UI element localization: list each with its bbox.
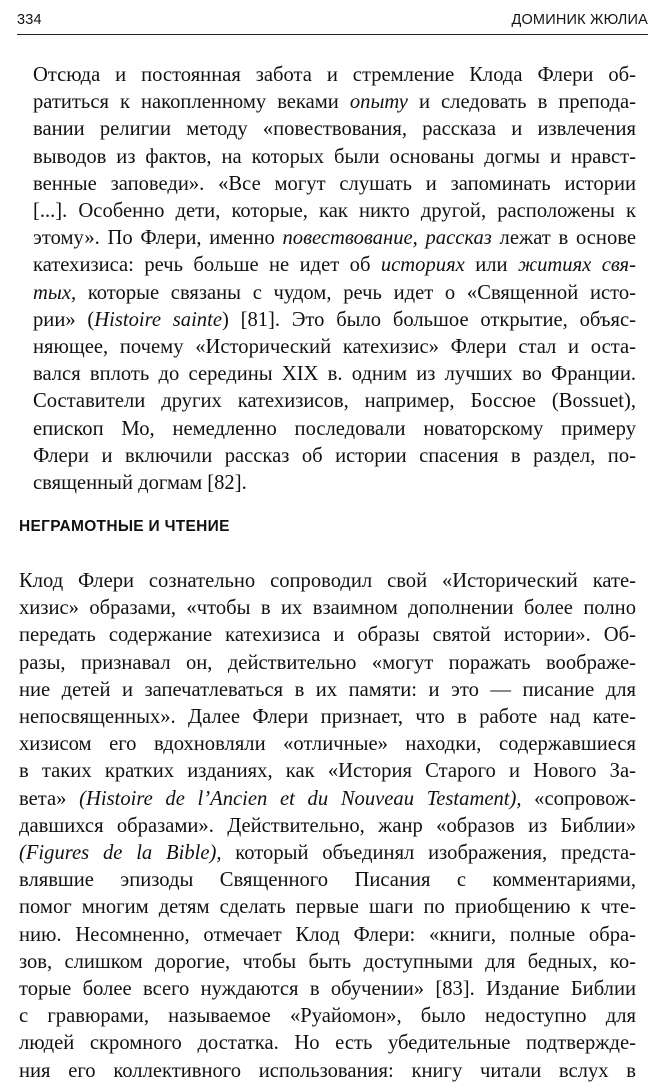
text-line: этому». По Флери, именно повествование, рассказ лежат в основе	[33, 227, 636, 250]
paragraph-1	[19, 62, 636, 497]
italic-term: Histoire sainte	[94, 308, 222, 331]
text-line: вета» (Histoire de l’Ancien et du Nouveau Testament), «сопровож-	[19, 787, 636, 810]
text-line: Флери и включили рассказ об истории спасения в раздел, по-	[33, 444, 636, 467]
text-line: ние детей и запечатлеваться в их памяти: и это — писание для	[19, 678, 636, 701]
text-line: вании религии методу «повествования, рассказа и извлечения	[33, 118, 636, 141]
text-line: нию. Несомненно, отмечает Клод Флери: «книги, полные обра-	[19, 923, 636, 946]
running-title: ДОМИНИК ЖЮЛИА	[511, 12, 648, 28]
text-line: Отсюда и постоянная забота и стремление Клода Флери об-	[33, 64, 636, 86]
text-line: в таких кратких изданиях, как «История Старого и Нового За-	[19, 760, 636, 783]
text-line: вался вплоть до середины XIX в. одним из лучших во Франции.	[33, 363, 636, 386]
text-line: няющее, почему «Исторический катехизис» Флери стал и оста-	[33, 336, 636, 359]
text-line: катехизиса: речь больше не идет об историях или житиях свя-	[33, 254, 636, 277]
text-line: непосвященных». Далее Флери признает, что в работе над кате-	[19, 706, 636, 729]
running-header	[17, 6, 648, 35]
text-line: торые более всего нуждаются в обучении» [83]. Издание Библии	[19, 978, 636, 1001]
italic-term: тых,	[33, 281, 77, 304]
page-number: 334	[17, 12, 42, 28]
text-line: Составители других катехизисов, например, Боссюе (Bossuet),	[33, 390, 636, 413]
paragraph-2	[19, 568, 636, 1085]
text-line: Клод Флери сознательно сопроводил свой «Исторический кате-	[19, 570, 636, 592]
text-line: влявшие эпизоды Священного Писания с комментариями,	[19, 869, 636, 892]
text-line: зов, слишком дорогие, чтобы быть доступными для бедных, ко-	[19, 950, 636, 973]
italic-term: опыту	[349, 91, 408, 114]
text-line: епископ Мо, немедленно последовали новаторскому примеру	[33, 417, 636, 440]
text-line: передать содержание катехизиса и образы святой истории». Об-	[19, 624, 636, 647]
text-line: хизис» образами, «чтобы в их взаимном дополнении более полно	[19, 597, 636, 620]
text-line: разы, признавал он, действительно «могут поражать воображе-	[19, 651, 636, 674]
text-line: хизисом его вдохновляли «отличные» находки, содержавшиеся	[19, 733, 636, 756]
text-line: помог многим детям сделать первые шаги по приобщению к чте-	[19, 896, 636, 919]
text-line: тых, которые связаны с чудом, речь идет о «Священной исто-	[33, 281, 636, 304]
text-line: ратиться к накопленному веками опыту и следовать в препода-	[33, 91, 637, 114]
text-line: людей скромного достатка. Но есть убедительные подтвержде-	[19, 1032, 636, 1055]
text-line: (Figures de la Bible), который объединял изображения, предста-	[19, 842, 636, 865]
section-heading: НЕГРАМОТНЫЕ И ЧТЕНИЕ	[19, 518, 230, 535]
italic-term: житиях свя-	[517, 254, 636, 277]
text-line: рии» (Histoire sainte) [81]. Это было большое открытие, объяс-	[33, 308, 636, 331]
italic-term: (Histoire de l’Ancien et du Nouveau Testament),	[79, 787, 522, 810]
text-line: священный догмам [82].	[33, 472, 247, 495]
italic-term: историях	[380, 254, 465, 277]
text-line: [...]. Особенно дети, которые, как никто другой, расположены к	[33, 200, 636, 223]
text-line: ния его коллективного использования: книгу читали вслух в	[19, 1059, 636, 1082]
text-line: венные заповеди». «Все могут слушать и запоминать истории	[33, 172, 636, 195]
text-line: выводов из фактов, на которых были основаны догмы и нравст-	[33, 145, 636, 168]
italic-term: (Figures de la Bible),	[19, 842, 222, 865]
text-line: с гравюрами, называемое «Руайомон», было недоступно для	[19, 1005, 636, 1028]
text-line: давшихся образами». Действительно, жанр «образов из Библии»	[19, 814, 636, 837]
italic-term: повествование, рассказ	[282, 227, 492, 250]
